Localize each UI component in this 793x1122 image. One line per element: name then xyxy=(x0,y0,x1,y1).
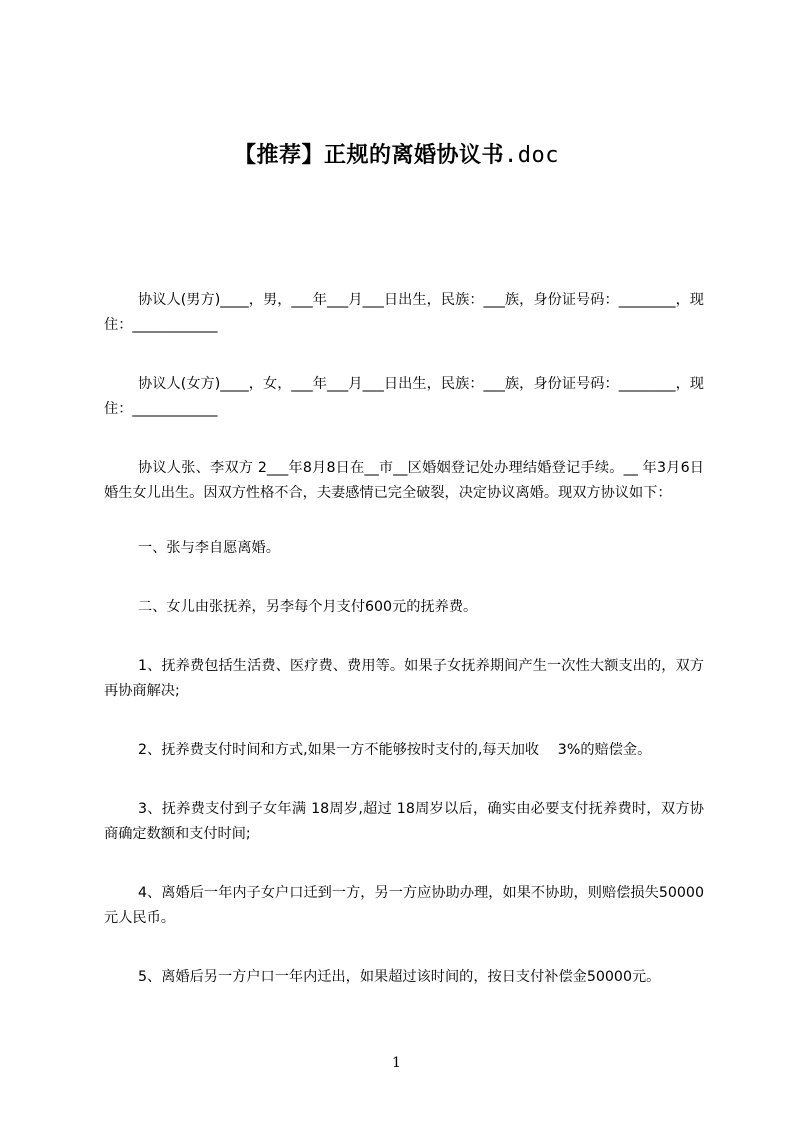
paragraph-subclause-5: 5、离婚后另一方户口一年内迁出，如果超过该时间的，按日支付补偿金50000元。 xyxy=(138,969,661,985)
document-title-main: 【推荐】正规的离婚协议书 xyxy=(234,143,505,168)
paragraph-subclause-3: 3、抚养费支付到子女年满 18周岁,超过 18周岁以后，确实由必要支付抚养费时，双方协商确定数额和支付时间; xyxy=(104,801,704,842)
paragraph-subclause-4: 4、离婚后一年内子女户口迁到一方，另一方应协助办理，如果不协助，则赔偿损失50000元人民币。 xyxy=(104,885,704,926)
paragraph-female-party: 协议人(女方)____，女，___年___月___日出生，民族：___族，身份证号码：________，现住：____________ xyxy=(104,376,704,417)
document-title xyxy=(0,140,793,172)
document-body xyxy=(104,288,704,1024)
document-title-extension: .doc xyxy=(504,143,559,168)
paragraph-subclause-2: 2、抚养费支付时间和方式,如果一方不能够按时支付的,每天加收 3%的赔偿金。 xyxy=(138,742,652,758)
paragraph-clause-1: 一、张与李自愿离婚。 xyxy=(138,540,280,556)
paragraph-subclause-1: 1、抚养费包括生活费、医疗费、费用等。如果子女抚养期间产生一次性大额支出的，双方再协商解决; xyxy=(104,658,704,699)
paragraph-clause-2: 二、女儿由张抚养，另李每个月支付600元的抚养费。 xyxy=(138,599,478,615)
page-number: 1 xyxy=(392,1055,401,1071)
paragraph-male-party: 协议人(男方)____，男，___年___月___日出生，民族：___族，身份证号码：________，现住：____________ xyxy=(104,292,704,333)
paragraph-background: 协议人张、李双方 2___年8月8日在__市__区婚姻登记处办理结婚登记手续。__ 年3月6日婚生女儿出生。因双方性格不合，夫妻感情已完全破裂，决定协议离婚。现双方协议如下： xyxy=(104,460,704,501)
